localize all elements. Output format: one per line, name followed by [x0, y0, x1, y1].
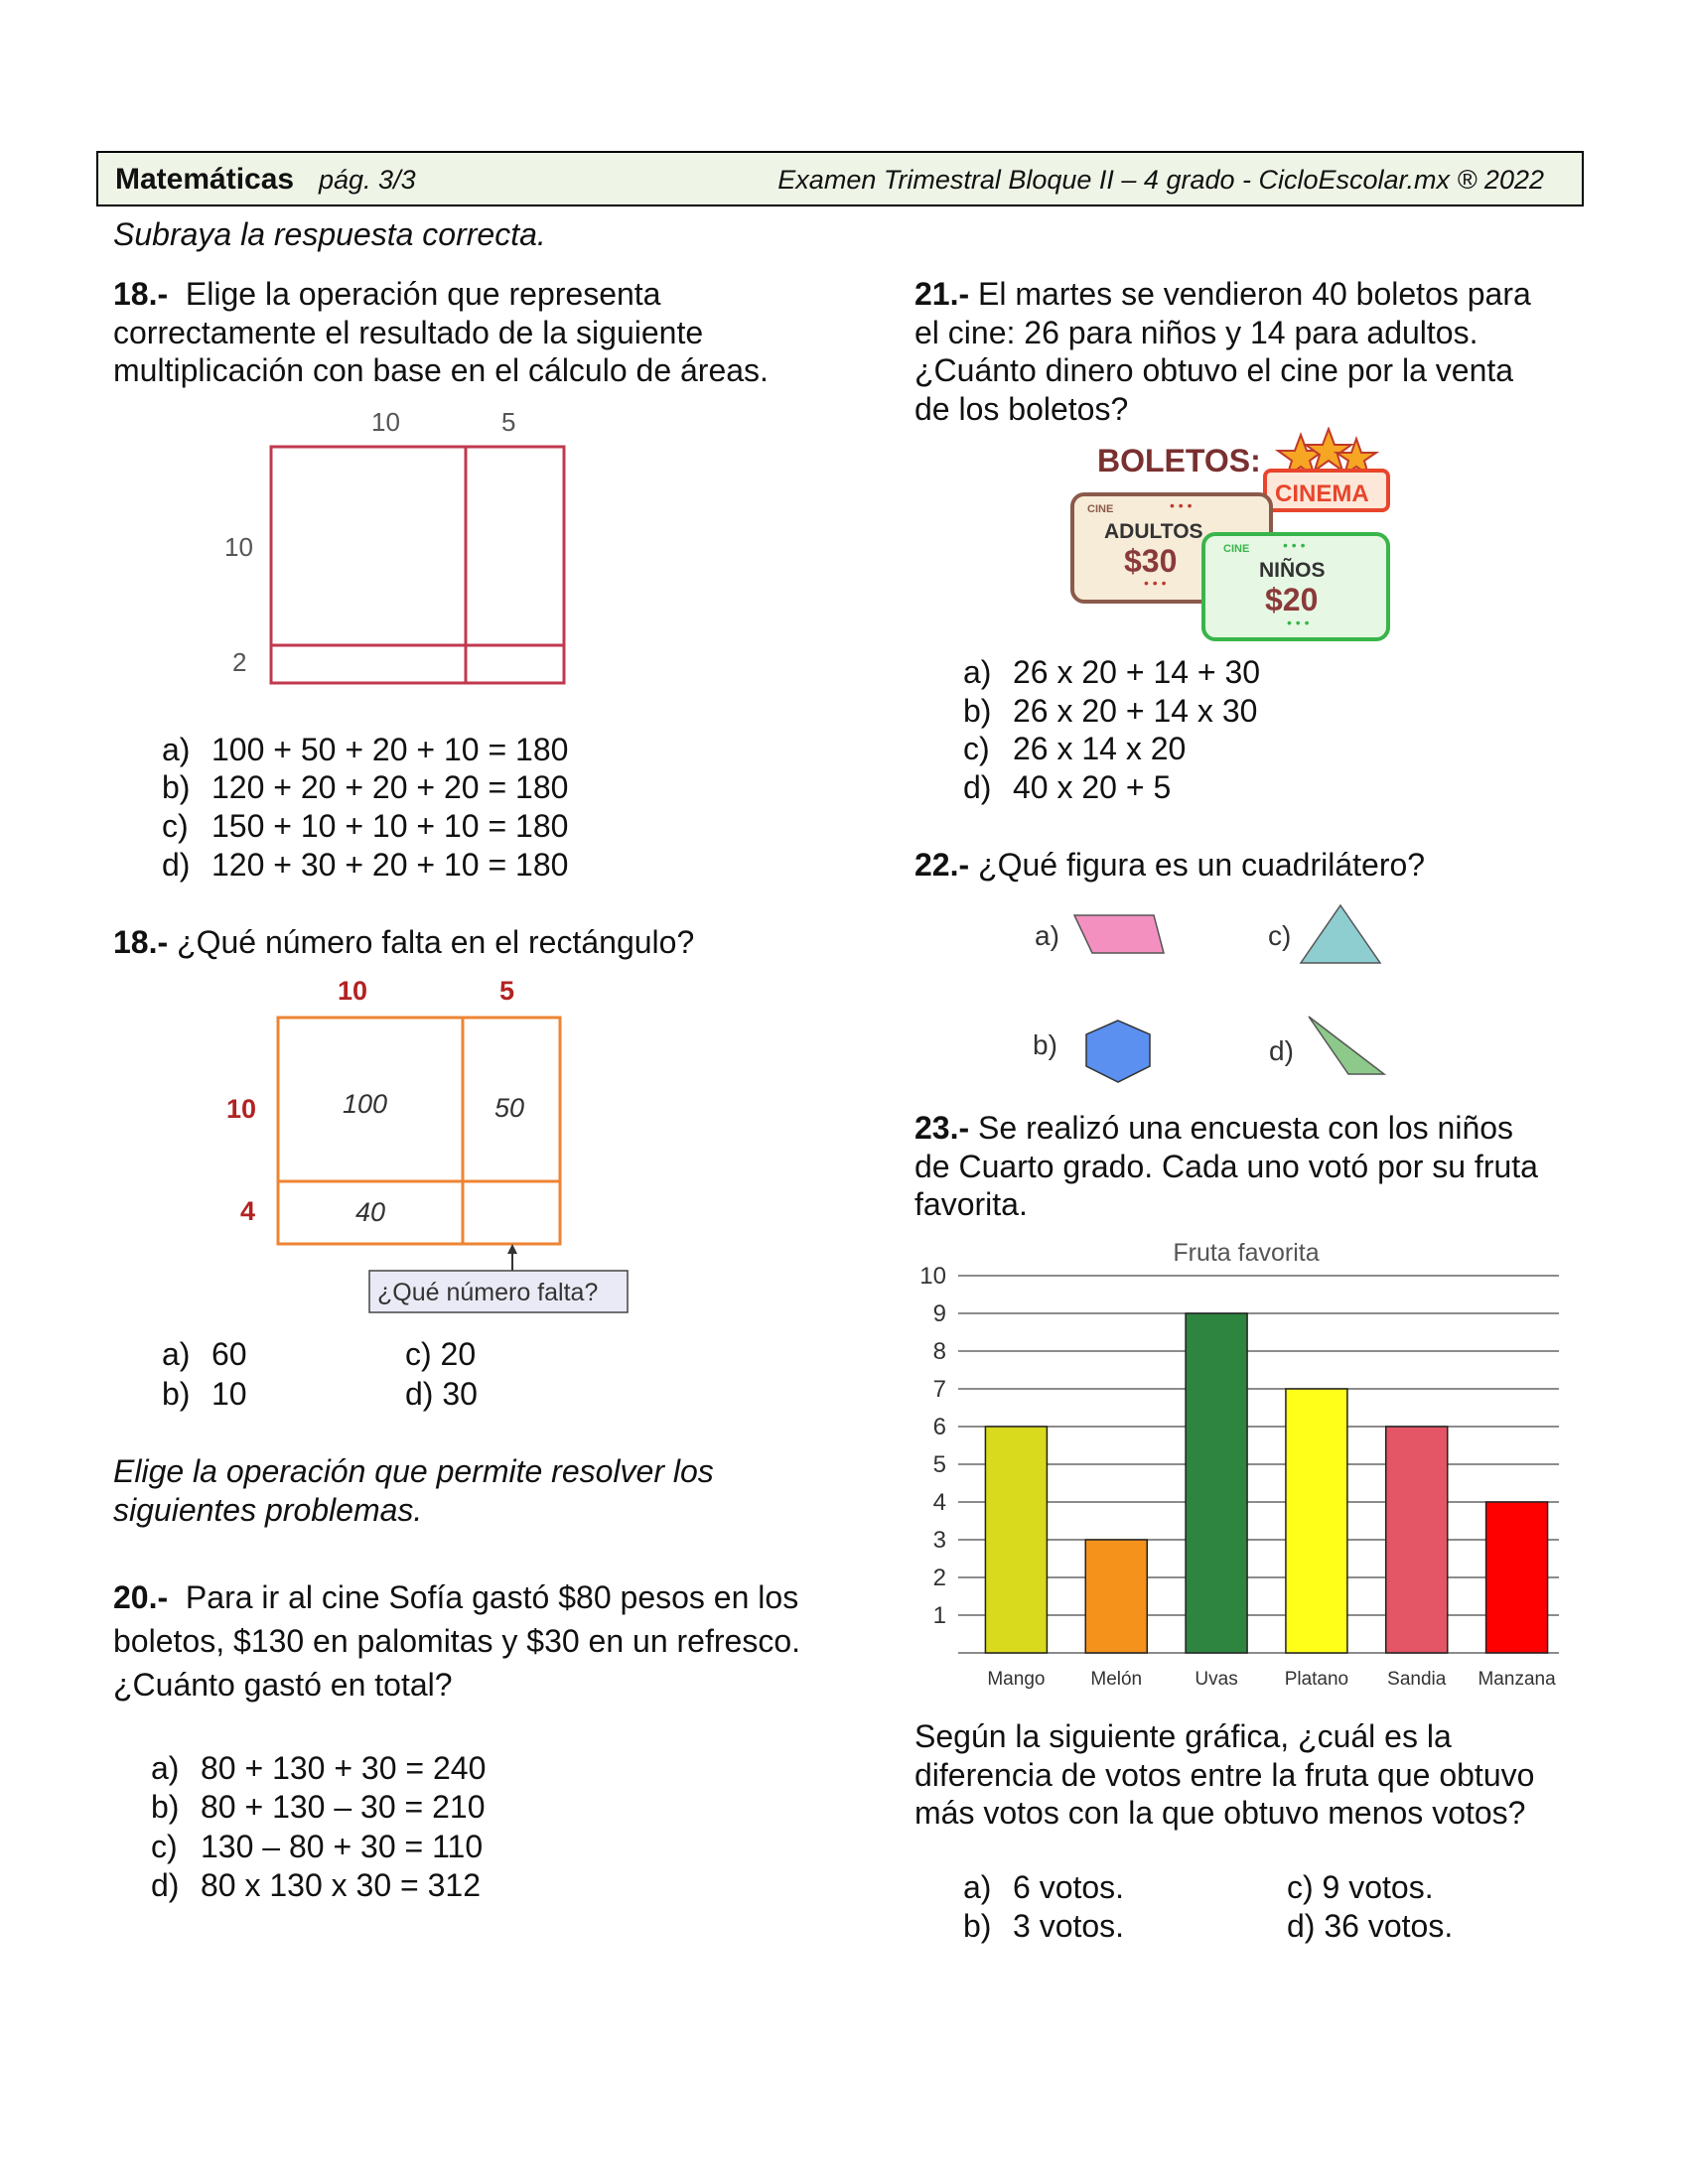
instruction-choose-operation: Elige la operación que permite resolver los siguientes problemas.: [113, 1453, 714, 1528]
area2-top-label-2: 5: [499, 976, 515, 1006]
q18a-line2: correctamente el resultado de la siguiente: [113, 314, 704, 350]
y-tick-label: 6: [932, 1414, 946, 1440]
q18a-option-b[interactable]: b) 120 + 20 + 20 + 20 = 180: [162, 769, 569, 805]
bar-uvas: [1186, 1313, 1247, 1653]
y-tick-label: 10: [919, 1263, 946, 1290]
area2-cell-40: 40: [355, 1197, 386, 1227]
q18b-option-b[interactable]: b) 10: [162, 1376, 247, 1412]
q18b-option-a[interactable]: a) 60: [162, 1336, 247, 1372]
area2-top-label-1: 10: [338, 976, 368, 1006]
area1-side-label-2: 2: [232, 647, 247, 677]
bar-platano: [1286, 1389, 1347, 1653]
q21-number: 21.-: [914, 276, 970, 312]
q21-text: 21.- El martes se vendieron 40 boletos para el cine: 26 para niños y 14 para adultos. ¿Cuánto dinero obtuvo el cine por la venta de los boletos?: [914, 276, 1531, 427]
q23-question: Según la siguiente gráfica, ¿cuál es la diferencia de votos entre la fruta que obtuvo más votos con la que obtuvo menos votos?: [914, 1718, 1535, 1831]
x-tick-label: Uvas: [1195, 1669, 1238, 1690]
q20-option-b[interactable]: b) 80 + 130 – 30 = 210: [151, 1789, 486, 1825]
svg-text:• • •: • • •: [1170, 497, 1193, 513]
y-tick-label: 3: [932, 1527, 946, 1554]
shape-b-letter: b): [1033, 1029, 1057, 1060]
q20-number: 20.-: [113, 1579, 169, 1615]
q18a-line3: multiplicación con base en el cálculo de áreas.: [113, 352, 769, 388]
q18a-option-c[interactable]: c) 150 + 10 + 10 + 10 = 180: [162, 808, 569, 844]
hexagon-icon: [1086, 1021, 1150, 1082]
q20-option-a[interactable]: a) 80 + 130 + 30 = 240: [151, 1750, 487, 1786]
q18b-option-d[interactable]: d) 30: [405, 1376, 478, 1412]
svg-text:CINE: CINE: [1087, 503, 1114, 515]
kid-price: $20: [1265, 582, 1319, 617]
missing-number-callout: ¿Qué número falta?: [377, 1279, 599, 1306]
shapes-options: [1023, 893, 1440, 1102]
q20-option-d[interactable]: d) 80 x 130 x 30 = 312: [151, 1867, 481, 1903]
q23-text: 23.- Se realizó una encuesta con los niños de Cuarto grado. Cada uno votó por su fruta favorita.: [914, 1110, 1538, 1222]
y-tick-label: 4: [932, 1489, 946, 1516]
header-subject: Matemáticas: [115, 163, 295, 196]
cinema-label: CINEMA: [1275, 480, 1369, 507]
q18b-number: 18.-: [113, 924, 169, 960]
q23-number: 23.-: [914, 1110, 970, 1146]
x-tick-label: Melón: [1090, 1669, 1143, 1690]
bar-melón: [1085, 1540, 1147, 1653]
y-tick-label: 1: [932, 1602, 946, 1629]
q22-text: 22.- ¿Qué figura es un cuadrilátero?: [914, 847, 1426, 883]
q23-option-d[interactable]: d) 36 votos.: [1287, 1908, 1454, 1944]
right-triangle-icon: [1309, 1017, 1384, 1074]
q21-option-b[interactable]: b) 26 x 20 + 14 x 30: [963, 693, 1258, 729]
chart-title: Fruta favorita: [1173, 1239, 1320, 1267]
x-tick-label: Sandia: [1387, 1669, 1447, 1690]
area2-cell-50: 50: [494, 1093, 525, 1123]
q21-option-c[interactable]: c) 26 x 14 x 20: [963, 731, 1187, 766]
area-diagram-1: [209, 397, 586, 695]
q21-option-a[interactable]: a) 26 x 20 + 14 + 30: [963, 654, 1261, 690]
svg-text:• • •: • • •: [1144, 575, 1167, 591]
adult-price: $30: [1124, 543, 1178, 579]
triangle-icon: [1301, 905, 1380, 963]
area2-side-label-2: 4: [240, 1196, 256, 1226]
q18b-option-c[interactable]: c) 20: [405, 1336, 477, 1372]
bar-sandia: [1386, 1427, 1448, 1653]
header-exam-title: Examen Trimestral Bloque II – 4 grado - CicloEscolar.mx ® 2022: [777, 165, 1544, 195]
bar-mango: [985, 1427, 1047, 1653]
page-header: [96, 151, 1584, 206]
y-tick-label: 8: [932, 1338, 946, 1365]
q20-text: 20.- Para ir al cine Sofía gastó $80 pesos en los boletos, $130 en palomitas y $30 en un refresco. ¿Cuánto gastó en total?: [113, 1579, 800, 1703]
q18a-option-a[interactable]: a) 100 + 50 + 20 + 10 = 180: [162, 732, 569, 767]
area1-top-label-1: 10: [371, 407, 400, 437]
shape-c-letter: c): [1268, 920, 1292, 951]
shape-d-letter: d): [1269, 1035, 1294, 1066]
bar-manzana: [1486, 1502, 1548, 1653]
q18a-text: [113, 275, 769, 390]
q21-option-d[interactable]: d) 40 x 20 + 5: [963, 769, 1172, 805]
adult-label: ADULTOS: [1104, 520, 1203, 543]
svg-text:• • •: • • •: [1283, 537, 1306, 553]
q18a-line1: Elige la operación que representa: [185, 276, 661, 312]
area1-side-label-1: 10: [224, 532, 253, 562]
x-tick-label: Manzana: [1477, 1669, 1556, 1690]
svg-text:CINE: CINE: [1223, 543, 1250, 555]
q23-option-a[interactable]: a) 6 votos.: [963, 1869, 1125, 1905]
tickets-image: [1053, 427, 1410, 645]
q23-option-b[interactable]: b) 3 votos.: [963, 1908, 1125, 1944]
q23-option-c[interactable]: c) 9 votos.: [1287, 1869, 1434, 1905]
y-tick-label: 7: [932, 1376, 946, 1403]
q22-number: 22.-: [914, 847, 970, 883]
q18b-text: 18.- ¿Qué número falta en el rectángulo?: [113, 924, 695, 960]
area2-side-label-1: 10: [226, 1094, 257, 1124]
area-diagram-2: [218, 968, 635, 1335]
y-tick-label: 2: [932, 1565, 946, 1591]
x-tick-label: Platano: [1284, 1669, 1349, 1690]
y-tick-label: 9: [932, 1300, 946, 1327]
y-tick-label: 5: [932, 1451, 946, 1478]
instruction-underline: Subraya la respuesta correcta.: [113, 216, 546, 252]
svg-text:• • •: • • •: [1287, 614, 1310, 630]
area2-cell-100: 100: [343, 1089, 388, 1119]
q18a-number: 18.-: [113, 276, 169, 312]
q20-option-c[interactable]: c) 130 – 80 + 30 = 110: [151, 1829, 484, 1864]
parallelogram-icon: [1074, 915, 1164, 953]
header-page: pág. 3/3: [319, 165, 416, 195]
x-tick-label: Mango: [987, 1669, 1046, 1690]
kid-label: NIÑOS: [1259, 559, 1326, 582]
q18a-option-d[interactable]: d) 120 + 30 + 20 + 10 = 180: [162, 847, 569, 883]
area1-top-label-2: 5: [501, 407, 516, 437]
shape-a-letter: a): [1035, 920, 1059, 951]
fruit-bar-chart: [904, 1231, 1569, 1698]
tickets-title: BOLETOS:: [1097, 443, 1261, 478]
